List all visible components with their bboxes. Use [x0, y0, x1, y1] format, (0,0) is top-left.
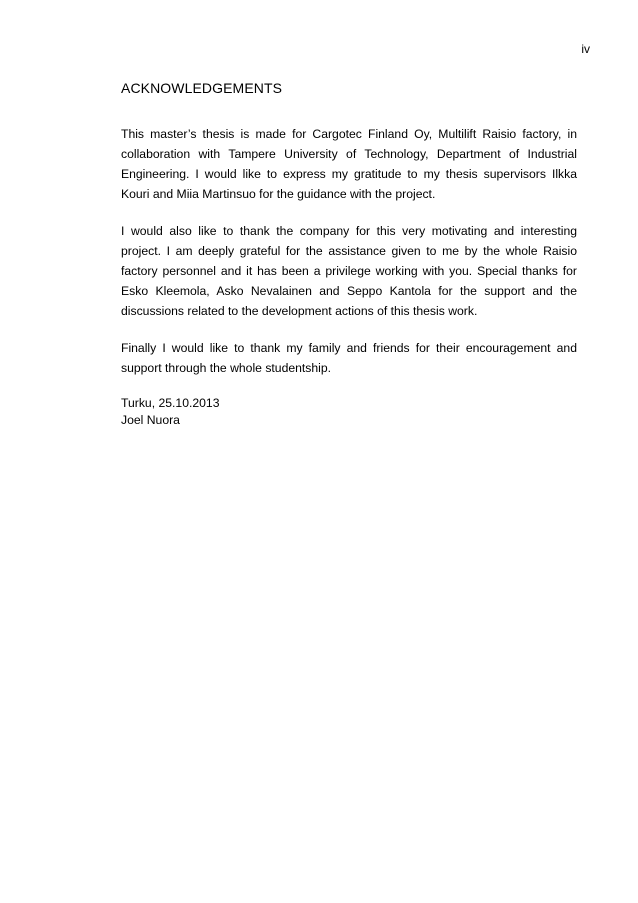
- signature-block: [121, 395, 577, 429]
- acknowledgements-body: [121, 124, 577, 429]
- paragraph-family-thanks: Finally I would like to thank my family and friends for their encouragement and support through the whole studentship.: [121, 341, 577, 375]
- signature-name: Joel Nuora: [121, 413, 180, 427]
- paragraph-intro: This master’s thesis is made for Cargotec Finland Oy, Multilift Raisio factory, in collaboration with Tampere University of Technology, Department of Industrial Engineering. I would like to express my gratitude to my thesis supervisors Ilkka Kouri and Miia Martinsuo for the guidance with the project.: [121, 127, 577, 201]
- section-heading: ACKNOWLEDGEMENTS: [121, 80, 283, 96]
- signature-place-date: Turku, 25.10.2013: [121, 396, 220, 410]
- page-number: iv: [581, 42, 590, 56]
- paragraph-company-thanks: I would also like to thank the company for this very motivating and interesting project. I am deeply grateful for the assistance given to me by the whole Raisio factory personnel and it has been a privilege working with you. Special thanks for Esko Kleemola, Asko Nevalainen and Seppo Kantola for the support and the discussions related to the development actions of this thesis work.: [121, 224, 577, 318]
